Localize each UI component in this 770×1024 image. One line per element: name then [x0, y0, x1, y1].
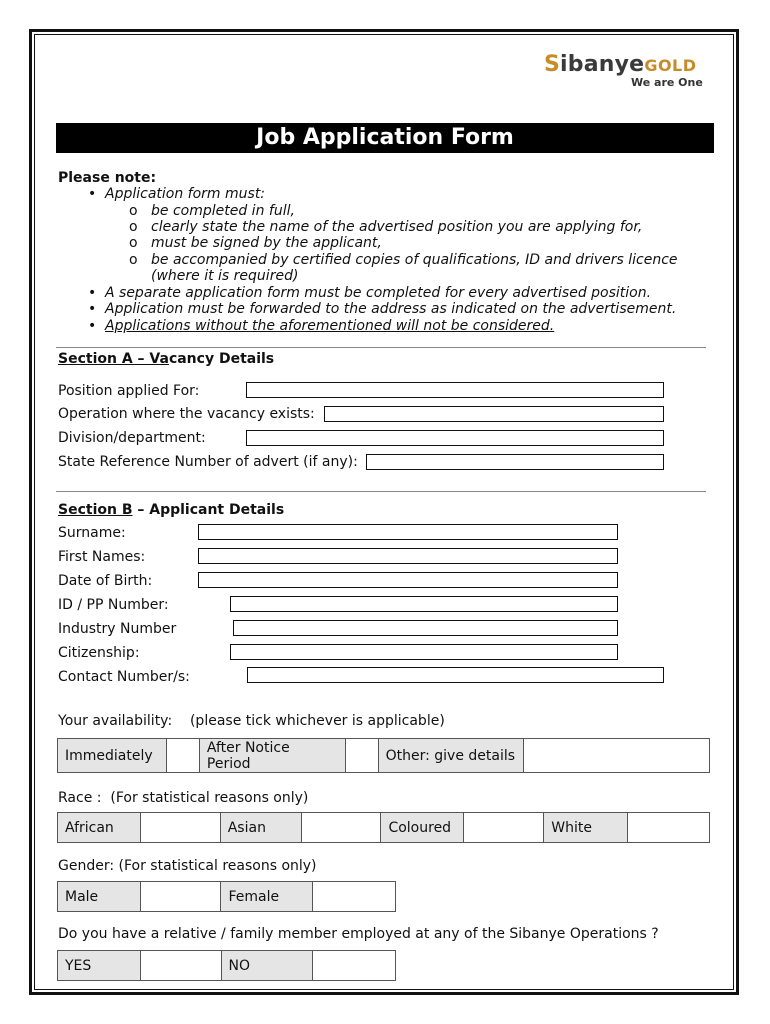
gender-female: Female: [221, 882, 313, 912]
first-names-input[interactable]: [198, 548, 618, 564]
surname-input[interactable]: [198, 524, 618, 540]
gender-label: Gender: (For statistical reasons only): [58, 858, 317, 874]
availability-other: Other: give details: [378, 739, 524, 773]
logo-s: S: [544, 52, 561, 77]
availability-table: [57, 738, 710, 773]
sub-bullet-marker: o: [129, 252, 138, 268]
section-b-heading-rest: – Applicant Details: [132, 502, 285, 518]
availability-label: Your availability: (please tick whichever is applicable): [58, 713, 445, 729]
availability-after-notice-tick[interactable]: [345, 739, 378, 773]
page-title: Job Application Form: [56, 123, 714, 153]
division-input[interactable]: [246, 430, 664, 446]
after-notice-line2: Period: [206, 755, 251, 772]
operation-input[interactable]: [324, 406, 664, 422]
field-label: State Reference Number of advert (if any):: [58, 454, 358, 470]
section-b-heading: [58, 502, 284, 519]
sub-bullet-marker: o: [129, 203, 138, 219]
race-table: [57, 812, 710, 843]
field-label: Citizenship:: [58, 645, 140, 661]
relative-no-tick[interactable]: [313, 951, 396, 981]
note-sub-4-cont: (where it is required): [151, 268, 299, 284]
section-a-heading: [58, 351, 274, 368]
field-label: Date of Birth:: [58, 573, 153, 589]
availability-other-details[interactable]: [524, 739, 710, 773]
availability-after-notice: [199, 739, 345, 773]
race-white: White: [544, 813, 628, 843]
relative-yes: YES: [58, 951, 141, 981]
bullet-dot: •: [88, 186, 97, 202]
section-a-heading-underlined: Section A – Va: [58, 351, 169, 367]
field-label: Surname:: [58, 525, 126, 541]
field-label: Industry Number: [58, 621, 177, 637]
position-input[interactable]: [246, 382, 664, 398]
race-white-tick[interactable]: [628, 813, 710, 843]
note-sub-3: must be signed by the applicant,: [151, 235, 382, 251]
sub-bullet-marker: o: [129, 235, 138, 251]
contact-number-input[interactable]: [247, 667, 664, 683]
field-label: ID / PP Number:: [58, 597, 169, 613]
sibanye-logo: [544, 52, 714, 92]
availability-immediately-tick[interactable]: [166, 739, 199, 773]
field-label: Contact Number/s:: [58, 669, 190, 685]
race-african-tick[interactable]: [140, 813, 220, 843]
note-bullet-3: Application must be forwarded to the address as indicated on the advertisement.: [105, 301, 677, 317]
note-sub-1: be completed in full,: [151, 203, 295, 219]
logo-wordmark: [544, 52, 697, 77]
relative-label: Do you have a relative / family member employed at any of the Sibanye Operations ?: [58, 926, 659, 942]
note-sub-2: clearly state the name of the advertised position you are applying for,: [151, 219, 643, 235]
bullet-dot: •: [88, 301, 97, 317]
field-label: Operation where the vacancy exists:: [58, 406, 315, 422]
logo-gold: GOLD: [644, 56, 697, 75]
industry-number-input[interactable]: [233, 620, 618, 636]
note-bullet-4: Applications without the aforementioned will not be considered.: [105, 318, 555, 334]
field-label: Position applied For:: [58, 383, 200, 399]
race-label: Race : (For statistical reasons only): [58, 790, 309, 806]
relative-table: [57, 950, 396, 981]
field-label: First Names:: [58, 549, 146, 565]
availability-immediately: Immediately: [58, 739, 167, 773]
relative-no: NO: [221, 951, 313, 981]
bullet-dot: •: [88, 285, 97, 301]
citizenship-input[interactable]: [230, 644, 618, 660]
after-notice-line1: After Notice: [206, 739, 290, 756]
race-asian: Asian: [220, 813, 301, 843]
logo-tagline: We are One: [631, 76, 703, 89]
gender-table: [57, 881, 396, 912]
note-heading: Please note:: [58, 170, 157, 186]
note-bullet-1: Application form must:: [105, 186, 266, 202]
race-coloured: Coloured: [381, 813, 464, 843]
race-asian-tick[interactable]: [301, 813, 381, 843]
field-label: Division/department:: [58, 430, 206, 446]
note-bullet-2: A separate application form must be completed for every advertised position.: [105, 285, 652, 301]
divider: [56, 347, 706, 348]
race-african: African: [58, 813, 141, 843]
bullet-dot: •: [88, 318, 97, 334]
reference-number-input[interactable]: [366, 454, 664, 470]
divider: [56, 491, 706, 492]
gender-female-tick[interactable]: [313, 882, 396, 912]
section-b-heading-underlined: Section B: [58, 502, 133, 518]
note-sub-4: be accompanied by certified copies of qualifications, ID and drivers licence: [151, 252, 678, 268]
date-of-birth-input[interactable]: [198, 572, 618, 588]
gender-male: Male: [58, 882, 141, 912]
logo-brand: ibanye: [560, 52, 645, 77]
sub-bullet-marker: o: [129, 219, 138, 235]
race-coloured-tick[interactable]: [464, 813, 544, 843]
relative-yes-tick[interactable]: [140, 951, 221, 981]
gender-male-tick[interactable]: [140, 882, 221, 912]
section-a-heading-rest: cancy Details: [168, 351, 275, 367]
id-number-input[interactable]: [230, 596, 618, 612]
